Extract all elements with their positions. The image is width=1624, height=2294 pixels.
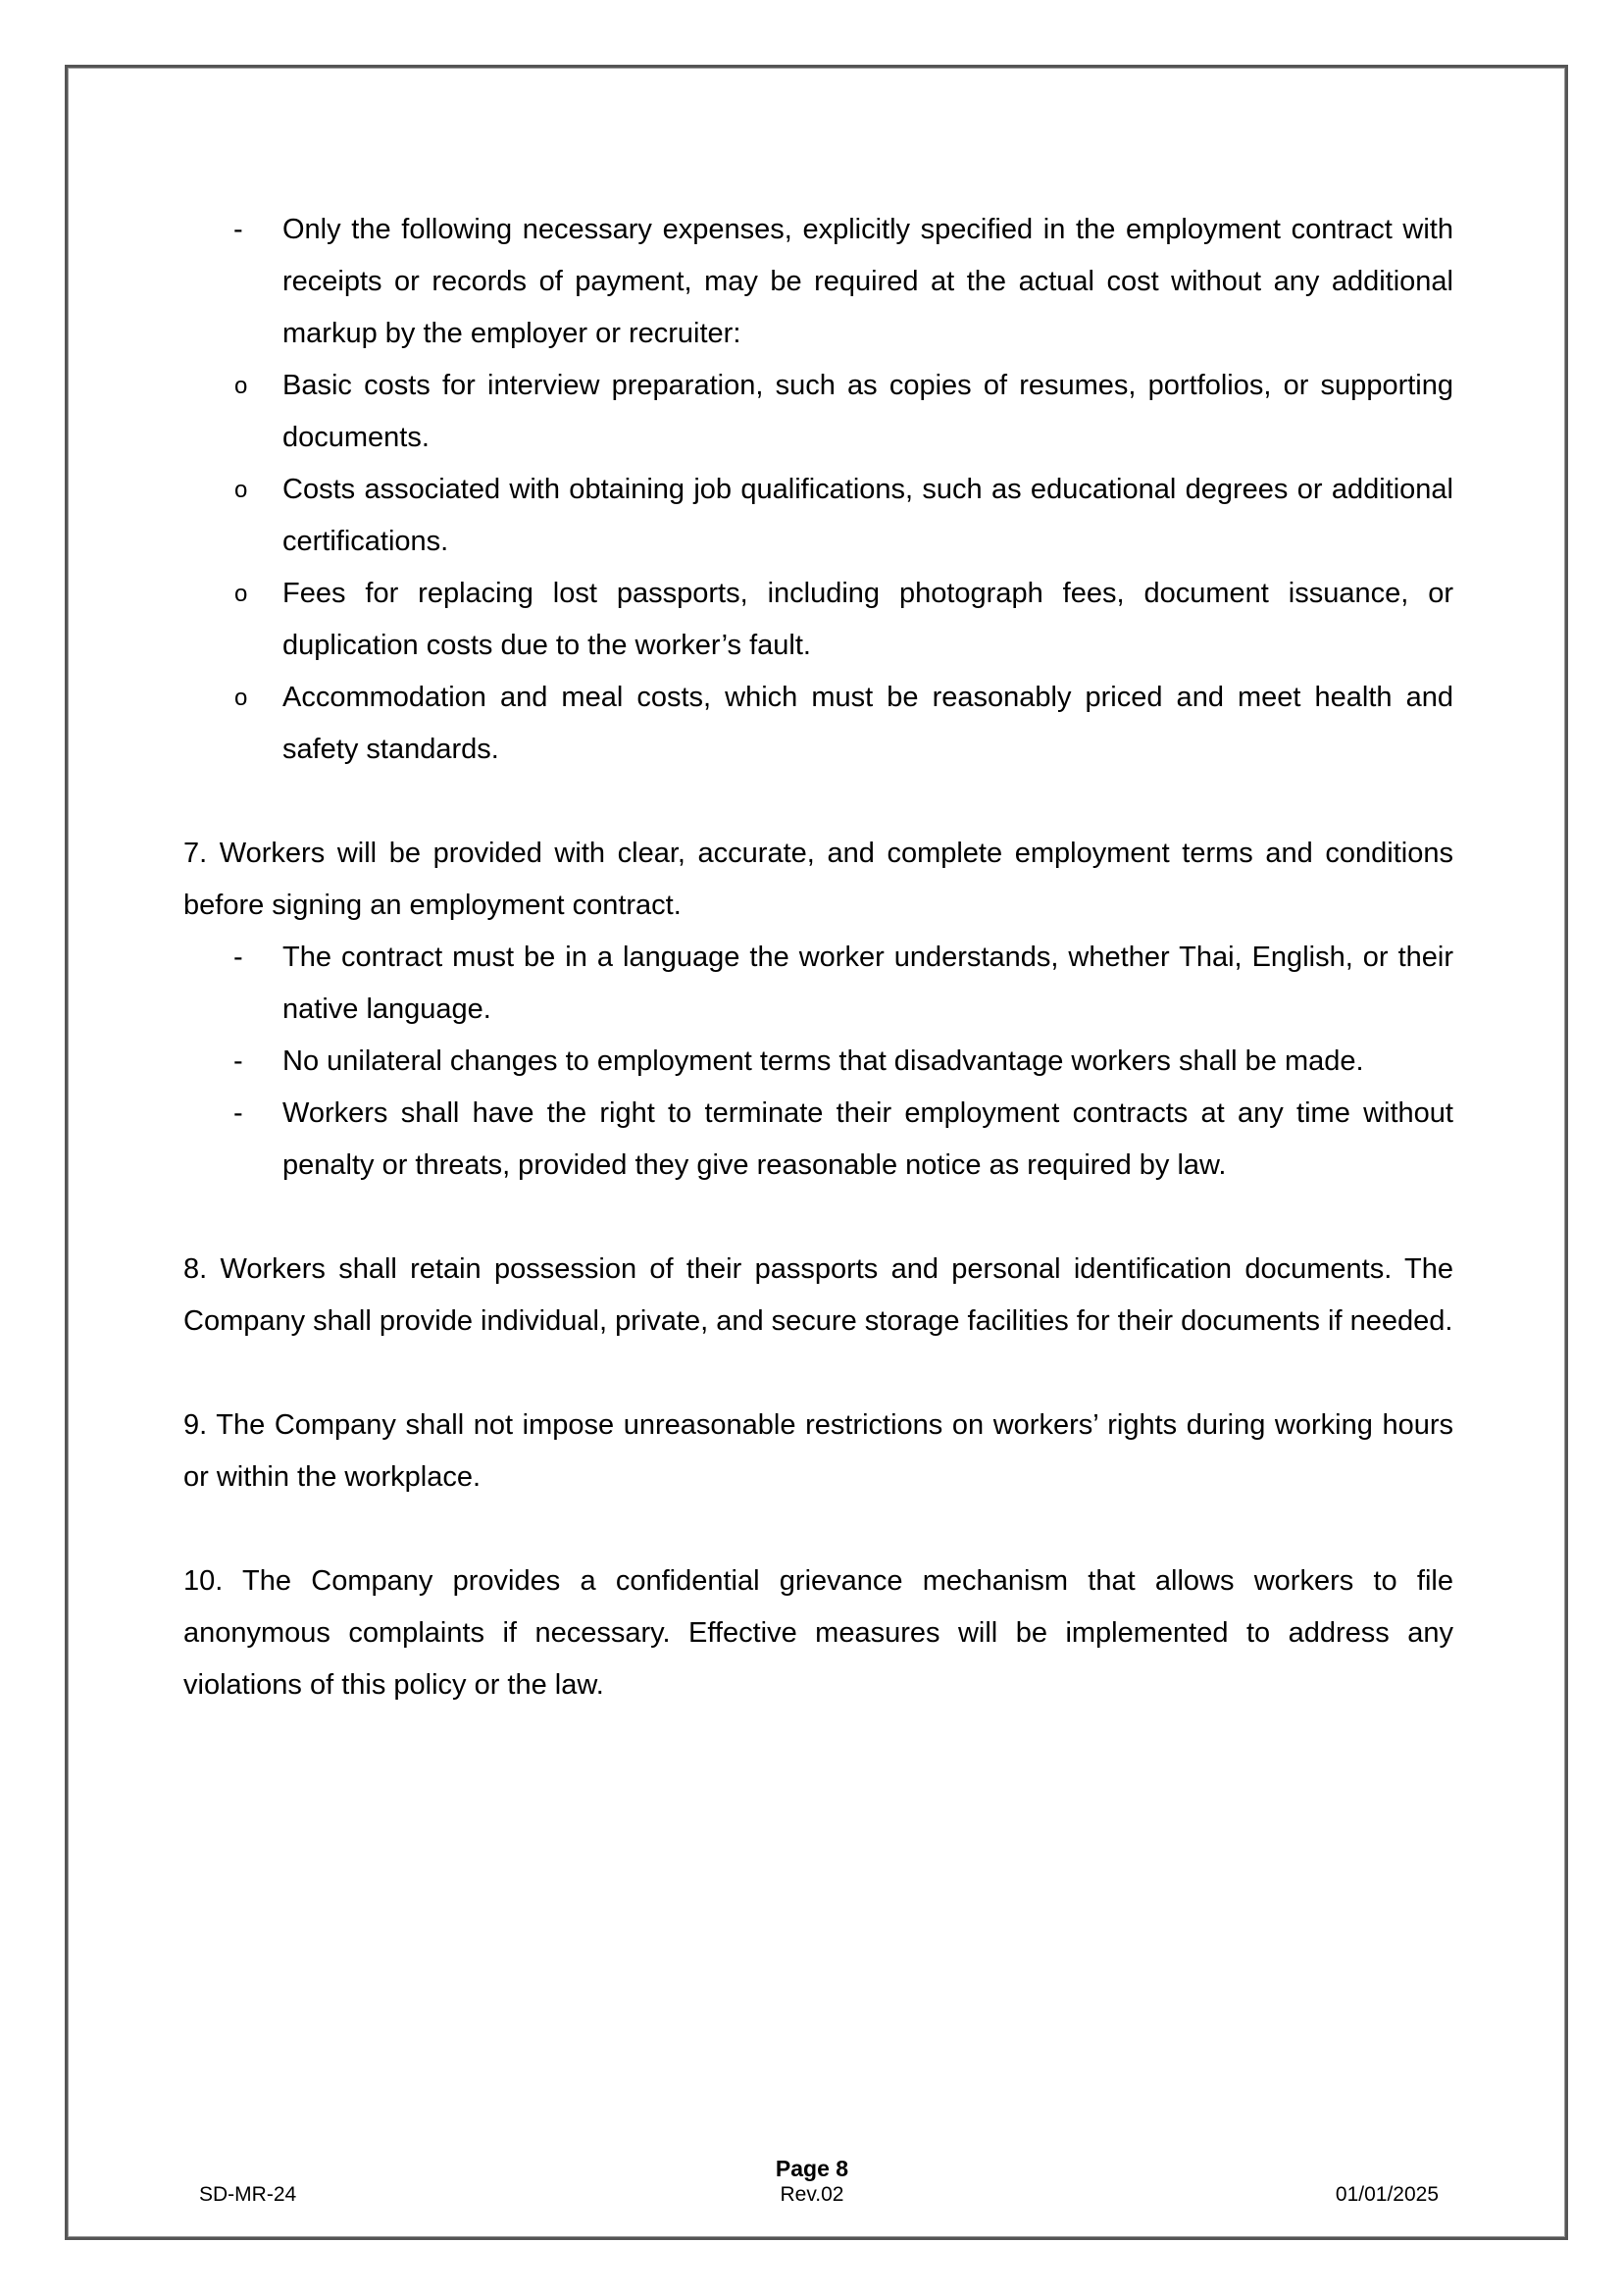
list-item-text: Costs associated with obtaining job qualifications, such as educational degrees or additional certifications.: [282, 474, 1453, 557]
effective-date: 01/01/2025: [1335, 2183, 1439, 2206]
paragraph-spacer: [183, 776, 1453, 828]
paragraph-spacer: [183, 1348, 1453, 1400]
list-item: [183, 1088, 1453, 1192]
paragraph-spacer: [183, 1504, 1453, 1555]
document-body: [183, 204, 1453, 1711]
list-item-text: Workers shall have the right to terminate their employment contracts at any time without penalty or threats, provided they give reasonable notice as required by law.: [282, 1097, 1453, 1181]
revision-label: Rev.02: [780, 2183, 844, 2206]
list-item-text: Fees for replacing lost passports, including photograph fees, document issuance, or duplication costs due to the worker’s fault.: [282, 578, 1453, 661]
circle-bullet: o: [234, 477, 248, 503]
list-item-text: No unilateral changes to employment terms that disadvantage workers shall be made.: [282, 1045, 1364, 1077]
list-item: [183, 204, 1453, 360]
dash-bullet: -: [233, 214, 243, 245]
circle-bullet: o: [234, 373, 248, 399]
expense-sub-list: [183, 360, 1453, 776]
dash-bullet: -: [233, 1097, 243, 1129]
document-code: SD-MR-24: [199, 2183, 297, 2206]
section-7-paragraph: 7. Workers will be provided with clear, accurate, and complete employment terms and conditions before signing an employment contract.: [183, 838, 1453, 921]
section-7-list: [183, 932, 1453, 1192]
section-8-paragraph: 8. Workers shall retain possession of their passports and personal identification documents. The Company shall provide individual, private, and secure storage facilities for their documents if needed.: [183, 1253, 1453, 1337]
dash-bullet: -: [233, 1045, 243, 1077]
list-item-text: The contract must be in a language the worker understands, whether Thai, English, or their native language.: [282, 942, 1453, 1025]
list-item: [183, 1036, 1453, 1088]
list-item: [183, 464, 1453, 568]
dash-bullet: -: [233, 942, 243, 973]
section-10-paragraph: 10. The Company provides a confidential grievance mechanism that allows workers to file anonymous complaints if necessary. Effective measures will be implemented to address any violations of this policy or the law.: [183, 1565, 1453, 1701]
circle-bullet: o: [234, 581, 248, 607]
list-item-text: Accommodation and meal costs, which must be reasonably priced and meet health and safety standards.: [282, 682, 1453, 765]
list-item: [183, 672, 1453, 776]
list-item-text: Only the following necessary expenses, explicitly specified in the employment contract with receipts or records of payment, may be required at the actual cost without any additional markup by the employer or recruiter:: [282, 214, 1453, 349]
section-9-paragraph: 9. The Company shall not impose unreasonable restrictions on workers’ rights during working hours or within the workplace.: [183, 1409, 1453, 1493]
paragraph-spacer: [183, 1192, 1453, 1244]
list-item-text: Basic costs for interview preparation, such as copies of resumes, portfolios, or supporting documents.: [282, 370, 1453, 453]
page-number: Page 8: [775, 2156, 849, 2181]
expense-dash-list: [183, 204, 1453, 360]
circle-bullet: o: [234, 685, 248, 711]
list-item: [183, 932, 1453, 1036]
list-item: [183, 568, 1453, 672]
list-item: [183, 360, 1453, 464]
